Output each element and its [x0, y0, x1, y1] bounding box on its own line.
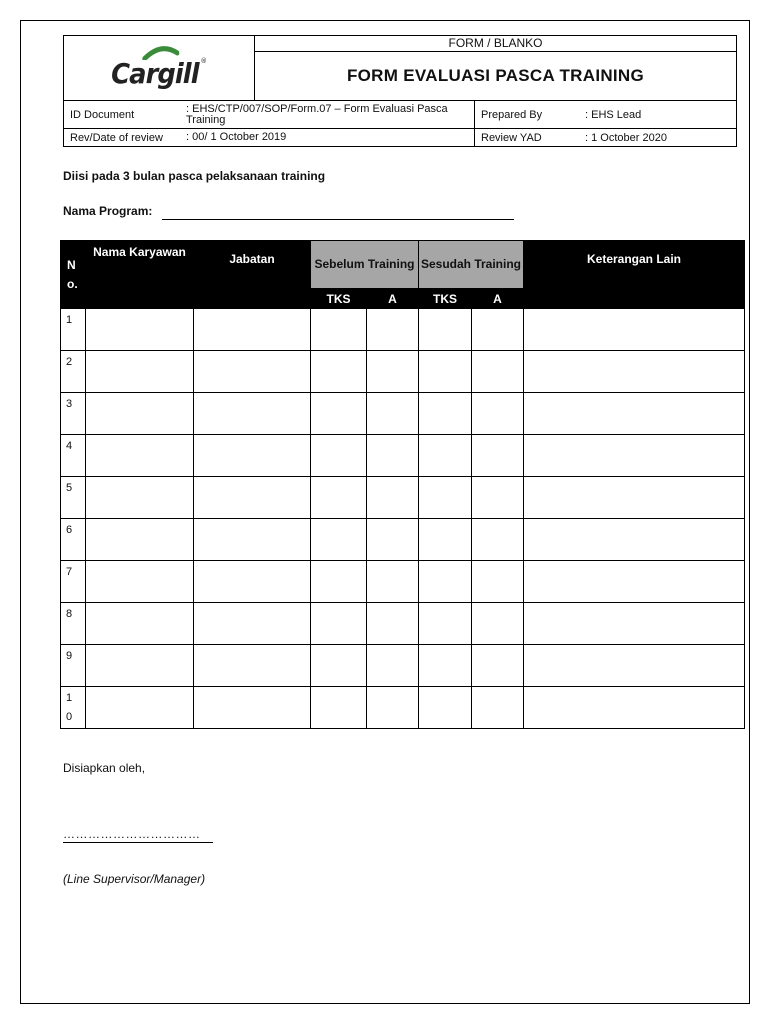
- sub-header-tks-sesudah: TKS: [419, 289, 472, 309]
- keterangan-cell[interactable]: [524, 309, 745, 351]
- table-row: [61, 393, 745, 435]
- nama-cell[interactable]: [86, 309, 194, 351]
- col-header-jabatan: Jabatan: [194, 241, 311, 309]
- sub-header-a-sebelum: A: [367, 289, 419, 309]
- tks-sesudah-cell[interactable]: [419, 603, 472, 645]
- keterangan-cell[interactable]: [524, 687, 745, 729]
- a-sesudah-cell[interactable]: [472, 477, 524, 519]
- col-header-sebelum: Sebelum Training: [311, 241, 419, 289]
- a-sesudah-cell[interactable]: [472, 351, 524, 393]
- form-type: FORM / BLANKO: [255, 36, 737, 52]
- tks-sebelum-cell[interactable]: [311, 351, 367, 393]
- row-number: 5: [61, 477, 86, 519]
- logo-text: Cargill: [111, 56, 200, 90]
- a-sesudah-cell[interactable]: [472, 645, 524, 687]
- tks-sebelum-cell[interactable]: [311, 309, 367, 351]
- form-title: FORM EVALUASI PASCA TRAINING: [255, 52, 737, 101]
- col-header-sesudah: Sesudah Training: [419, 241, 524, 289]
- keterangan-cell[interactable]: [524, 435, 745, 477]
- a-sesudah-cell[interactable]: [472, 561, 524, 603]
- jabatan-cell[interactable]: [194, 603, 311, 645]
- table-row: [61, 645, 745, 687]
- tks-sesudah-cell[interactable]: [419, 477, 472, 519]
- a-sebelum-cell[interactable]: [367, 645, 419, 687]
- a-sesudah-cell[interactable]: [472, 435, 524, 477]
- nama-cell[interactable]: [86, 687, 194, 729]
- prepared-by-text: Disiapkan oleh,: [63, 761, 146, 775]
- review-yad-label: Review YAD: [475, 129, 580, 147]
- tks-sesudah-cell[interactable]: [419, 519, 472, 561]
- sub-header-a-sesudah: A: [472, 289, 524, 309]
- table-row: [61, 435, 745, 477]
- tks-sesudah-cell[interactable]: [419, 645, 472, 687]
- tks-sebelum-cell[interactable]: [311, 435, 367, 477]
- tks-sesudah-cell[interactable]: [419, 687, 472, 729]
- tks-sebelum-cell[interactable]: [311, 393, 367, 435]
- a-sebelum-cell[interactable]: [367, 435, 419, 477]
- id-document-label: ID Document: [64, 101, 185, 129]
- row-number: 3: [61, 393, 86, 435]
- nama-cell[interactable]: [86, 435, 194, 477]
- nama-cell[interactable]: [86, 519, 194, 561]
- jabatan-cell[interactable]: [194, 435, 311, 477]
- row-number: 2: [61, 351, 86, 393]
- table-row: [61, 603, 745, 645]
- row-number: 1: [61, 309, 86, 351]
- a-sebelum-cell[interactable]: [367, 393, 419, 435]
- signer-role: (Line Supervisor/Manager): [63, 872, 206, 886]
- signature-underline: [63, 842, 213, 843]
- tks-sesudah-cell[interactable]: [419, 435, 472, 477]
- document-header: [63, 35, 737, 101]
- instruction-text: Diisi pada 3 bulan pasca pelaksanaan training: [63, 169, 326, 183]
- tks-sesudah-cell[interactable]: [419, 561, 472, 603]
- prepared-by-value: : EHS Lead: [579, 101, 737, 129]
- tks-sebelum-cell[interactable]: [311, 687, 367, 729]
- nama-cell[interactable]: [86, 393, 194, 435]
- col-header-nama: Nama Karyawan: [86, 241, 194, 309]
- tks-sebelum-cell[interactable]: [311, 477, 367, 519]
- a-sesudah-cell[interactable]: [472, 519, 524, 561]
- sub-header-tks-sebelum: TKS: [311, 289, 367, 309]
- a-sebelum-cell[interactable]: [367, 477, 419, 519]
- logo-arc-icon: [143, 46, 180, 60]
- a-sebelum-cell[interactable]: [367, 309, 419, 351]
- tks-sebelum-cell[interactable]: [311, 561, 367, 603]
- jabatan-cell[interactable]: [194, 309, 311, 351]
- table-row: [61, 309, 745, 351]
- keterangan-cell[interactable]: [524, 351, 745, 393]
- row-number: 9: [61, 645, 86, 687]
- table-row: [61, 477, 745, 519]
- keterangan-cell[interactable]: [524, 603, 745, 645]
- review-yad-value: : 1 October 2020: [579, 129, 737, 147]
- row-number: 8: [61, 603, 86, 645]
- jabatan-cell[interactable]: [194, 687, 311, 729]
- tks-sesudah-cell[interactable]: [419, 351, 472, 393]
- cargill-logo: [112, 57, 207, 90]
- keterangan-cell[interactable]: [524, 561, 745, 603]
- tks-sebelum-cell[interactable]: [311, 603, 367, 645]
- jabatan-cell[interactable]: [194, 477, 311, 519]
- jabatan-cell[interactable]: [194, 645, 311, 687]
- jabatan-cell[interactable]: [194, 519, 311, 561]
- prepared-by-label: Prepared By: [475, 101, 580, 129]
- program-name-field[interactable]: [162, 219, 514, 220]
- keterangan-cell[interactable]: [524, 645, 745, 687]
- keterangan-cell[interactable]: [524, 393, 745, 435]
- a-sebelum-cell[interactable]: [367, 603, 419, 645]
- col-header-no: N o.: [61, 241, 86, 309]
- signature-line[interactable]: ……………………………: [63, 827, 201, 841]
- tks-sesudah-cell[interactable]: [419, 309, 472, 351]
- row-number: 1 0: [61, 687, 86, 729]
- table-row: [61, 351, 745, 393]
- document-meta: [63, 100, 737, 147]
- tks-sesudah-cell[interactable]: [419, 393, 472, 435]
- jabatan-cell[interactable]: [194, 351, 311, 393]
- nama-cell[interactable]: [86, 561, 194, 603]
- row-number: 6: [61, 519, 86, 561]
- a-sebelum-cell[interactable]: [367, 519, 419, 561]
- registered-mark: ®: [200, 56, 207, 65]
- nama-cell[interactable]: [86, 645, 194, 687]
- a-sebelum-cell[interactable]: [367, 351, 419, 393]
- table-row: [61, 519, 745, 561]
- id-document-value: : EHS/CTP/007/SOP/Form.07 – Form Evaluasi Pasca Training: [184, 101, 475, 129]
- nama-cell[interactable]: [86, 603, 194, 645]
- col-header-keterangan: Keterangan Lain: [524, 241, 745, 309]
- a-sesudah-cell[interactable]: [472, 687, 524, 729]
- jabatan-cell[interactable]: [194, 393, 311, 435]
- evaluation-table: [60, 240, 745, 729]
- rev-date-label: Rev/Date of review: [64, 129, 185, 147]
- keterangan-cell[interactable]: [524, 519, 745, 561]
- program-label: Nama Program:: [63, 204, 153, 218]
- a-sesudah-cell[interactable]: [472, 309, 524, 351]
- logo-cell: [64, 36, 255, 101]
- tks-sebelum-cell[interactable]: [311, 645, 367, 687]
- keterangan-cell[interactable]: [524, 477, 745, 519]
- rev-date-value: : 00/ 1 October 2019: [184, 129, 475, 147]
- table-row: [61, 687, 745, 729]
- row-number: 4: [61, 435, 86, 477]
- row-number: 7: [61, 561, 86, 603]
- table-row: [61, 561, 745, 603]
- tks-sebelum-cell[interactable]: [311, 519, 367, 561]
- a-sebelum-cell[interactable]: [367, 687, 419, 729]
- a-sesudah-cell[interactable]: [472, 393, 524, 435]
- nama-cell[interactable]: [86, 477, 194, 519]
- nama-cell[interactable]: [86, 351, 194, 393]
- a-sebelum-cell[interactable]: [367, 561, 419, 603]
- jabatan-cell[interactable]: [194, 561, 311, 603]
- a-sesudah-cell[interactable]: [472, 603, 524, 645]
